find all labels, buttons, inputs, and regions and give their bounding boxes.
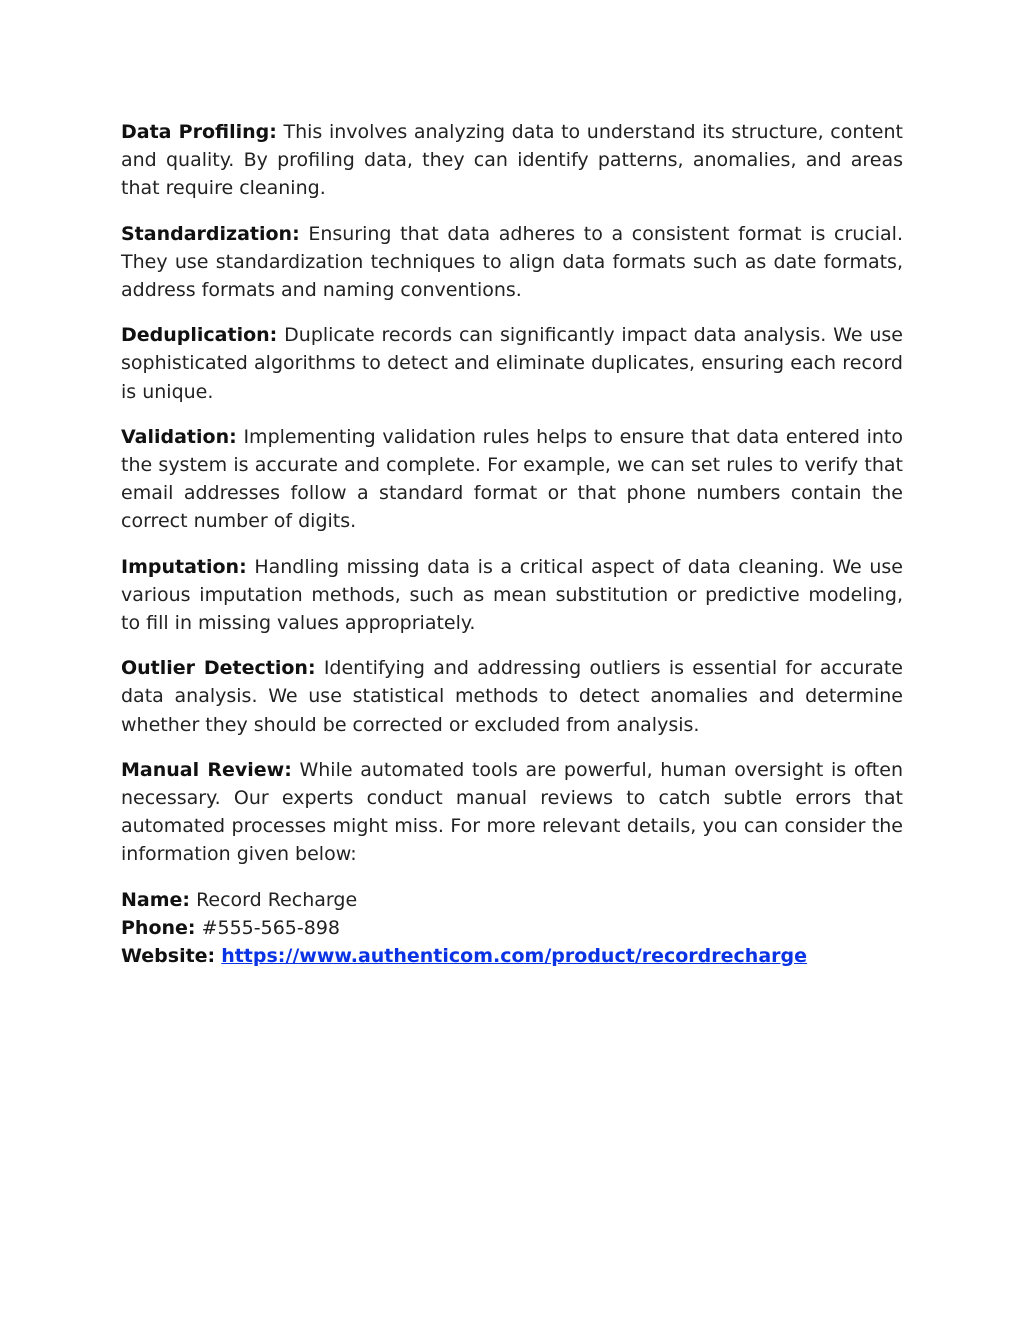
section-text: This involves analyzing data to understand its structure, content and quality. By profiling data, they can identify patterns, anomalies, and areas that require cleaning.: [121, 121, 903, 200]
contact-name-line: [121, 886, 903, 914]
section-text: While automated tools are powerful, human oversight is often necessary. Our experts conduct manual reviews to catch subtle errors that automated processes might miss. For more relevant details, you can consider the information given below:: [121, 758, 903, 866]
section-text: Implementing validation rules helps to ensure that data entered into the system is accurate and complete. For example, we can set rules to verify that email addresses follow a standard format or that phone numbers contain the correct number of digits.: [121, 425, 904, 533]
section-text: Duplicate records can significantly impact data analysis. We use sophisticated algorithms to detect and eliminate duplicates, ensuring each record is unique.: [121, 324, 903, 403]
section-data-profiling: [121, 118, 903, 203]
section-manual-review: [121, 756, 903, 869]
section-term: Outlier Detection:: [121, 657, 316, 680]
section-standardization: [121, 220, 903, 305]
section-text: Ensuring that data adheres to a consistent format is crucial. They use standardization techniques to align data formats such as date formats, address formats and naming conventions.: [121, 222, 903, 302]
section-term: Standardization:: [121, 222, 300, 245]
section-text: Handling missing data is a critical aspect of data cleaning. We use various imputation methods, such as mean substitution or predictive modeling, to fill in missing values appropriately.: [121, 555, 903, 635]
contact-phone-line: [121, 914, 903, 942]
contact-phone-value: #555-565-898: [201, 916, 340, 939]
contact-block: [121, 886, 903, 971]
contact-name-value: Record Recharge: [196, 888, 358, 911]
website-link[interactable]: https://www.authenticom.com/product/recordrecharge: [221, 945, 807, 968]
document-page: [121, 118, 903, 970]
contact-website-label: Website:: [121, 945, 216, 968]
section-outlier-detection: [121, 654, 903, 739]
contact-website-line: [121, 942, 903, 970]
section-term: Data Profiling:: [121, 121, 277, 143]
section-term: Manual Review:: [121, 758, 292, 781]
section-deduplication: [121, 321, 903, 406]
contact-name-label: Name:: [121, 888, 191, 911]
section-term: Deduplication:: [121, 324, 278, 347]
section-term: Imputation:: [121, 555, 247, 578]
contact-phone-label: Phone:: [121, 916, 196, 939]
section-term: Validation:: [121, 425, 237, 448]
section-imputation: [121, 553, 903, 638]
section-text: Identifying and addressing outliers is essential for accurate data analysis. We use statistical methods to detect anomalies and determine whether they should be corrected or excluded from analysis.: [121, 657, 903, 736]
section-validation: [121, 423, 903, 536]
